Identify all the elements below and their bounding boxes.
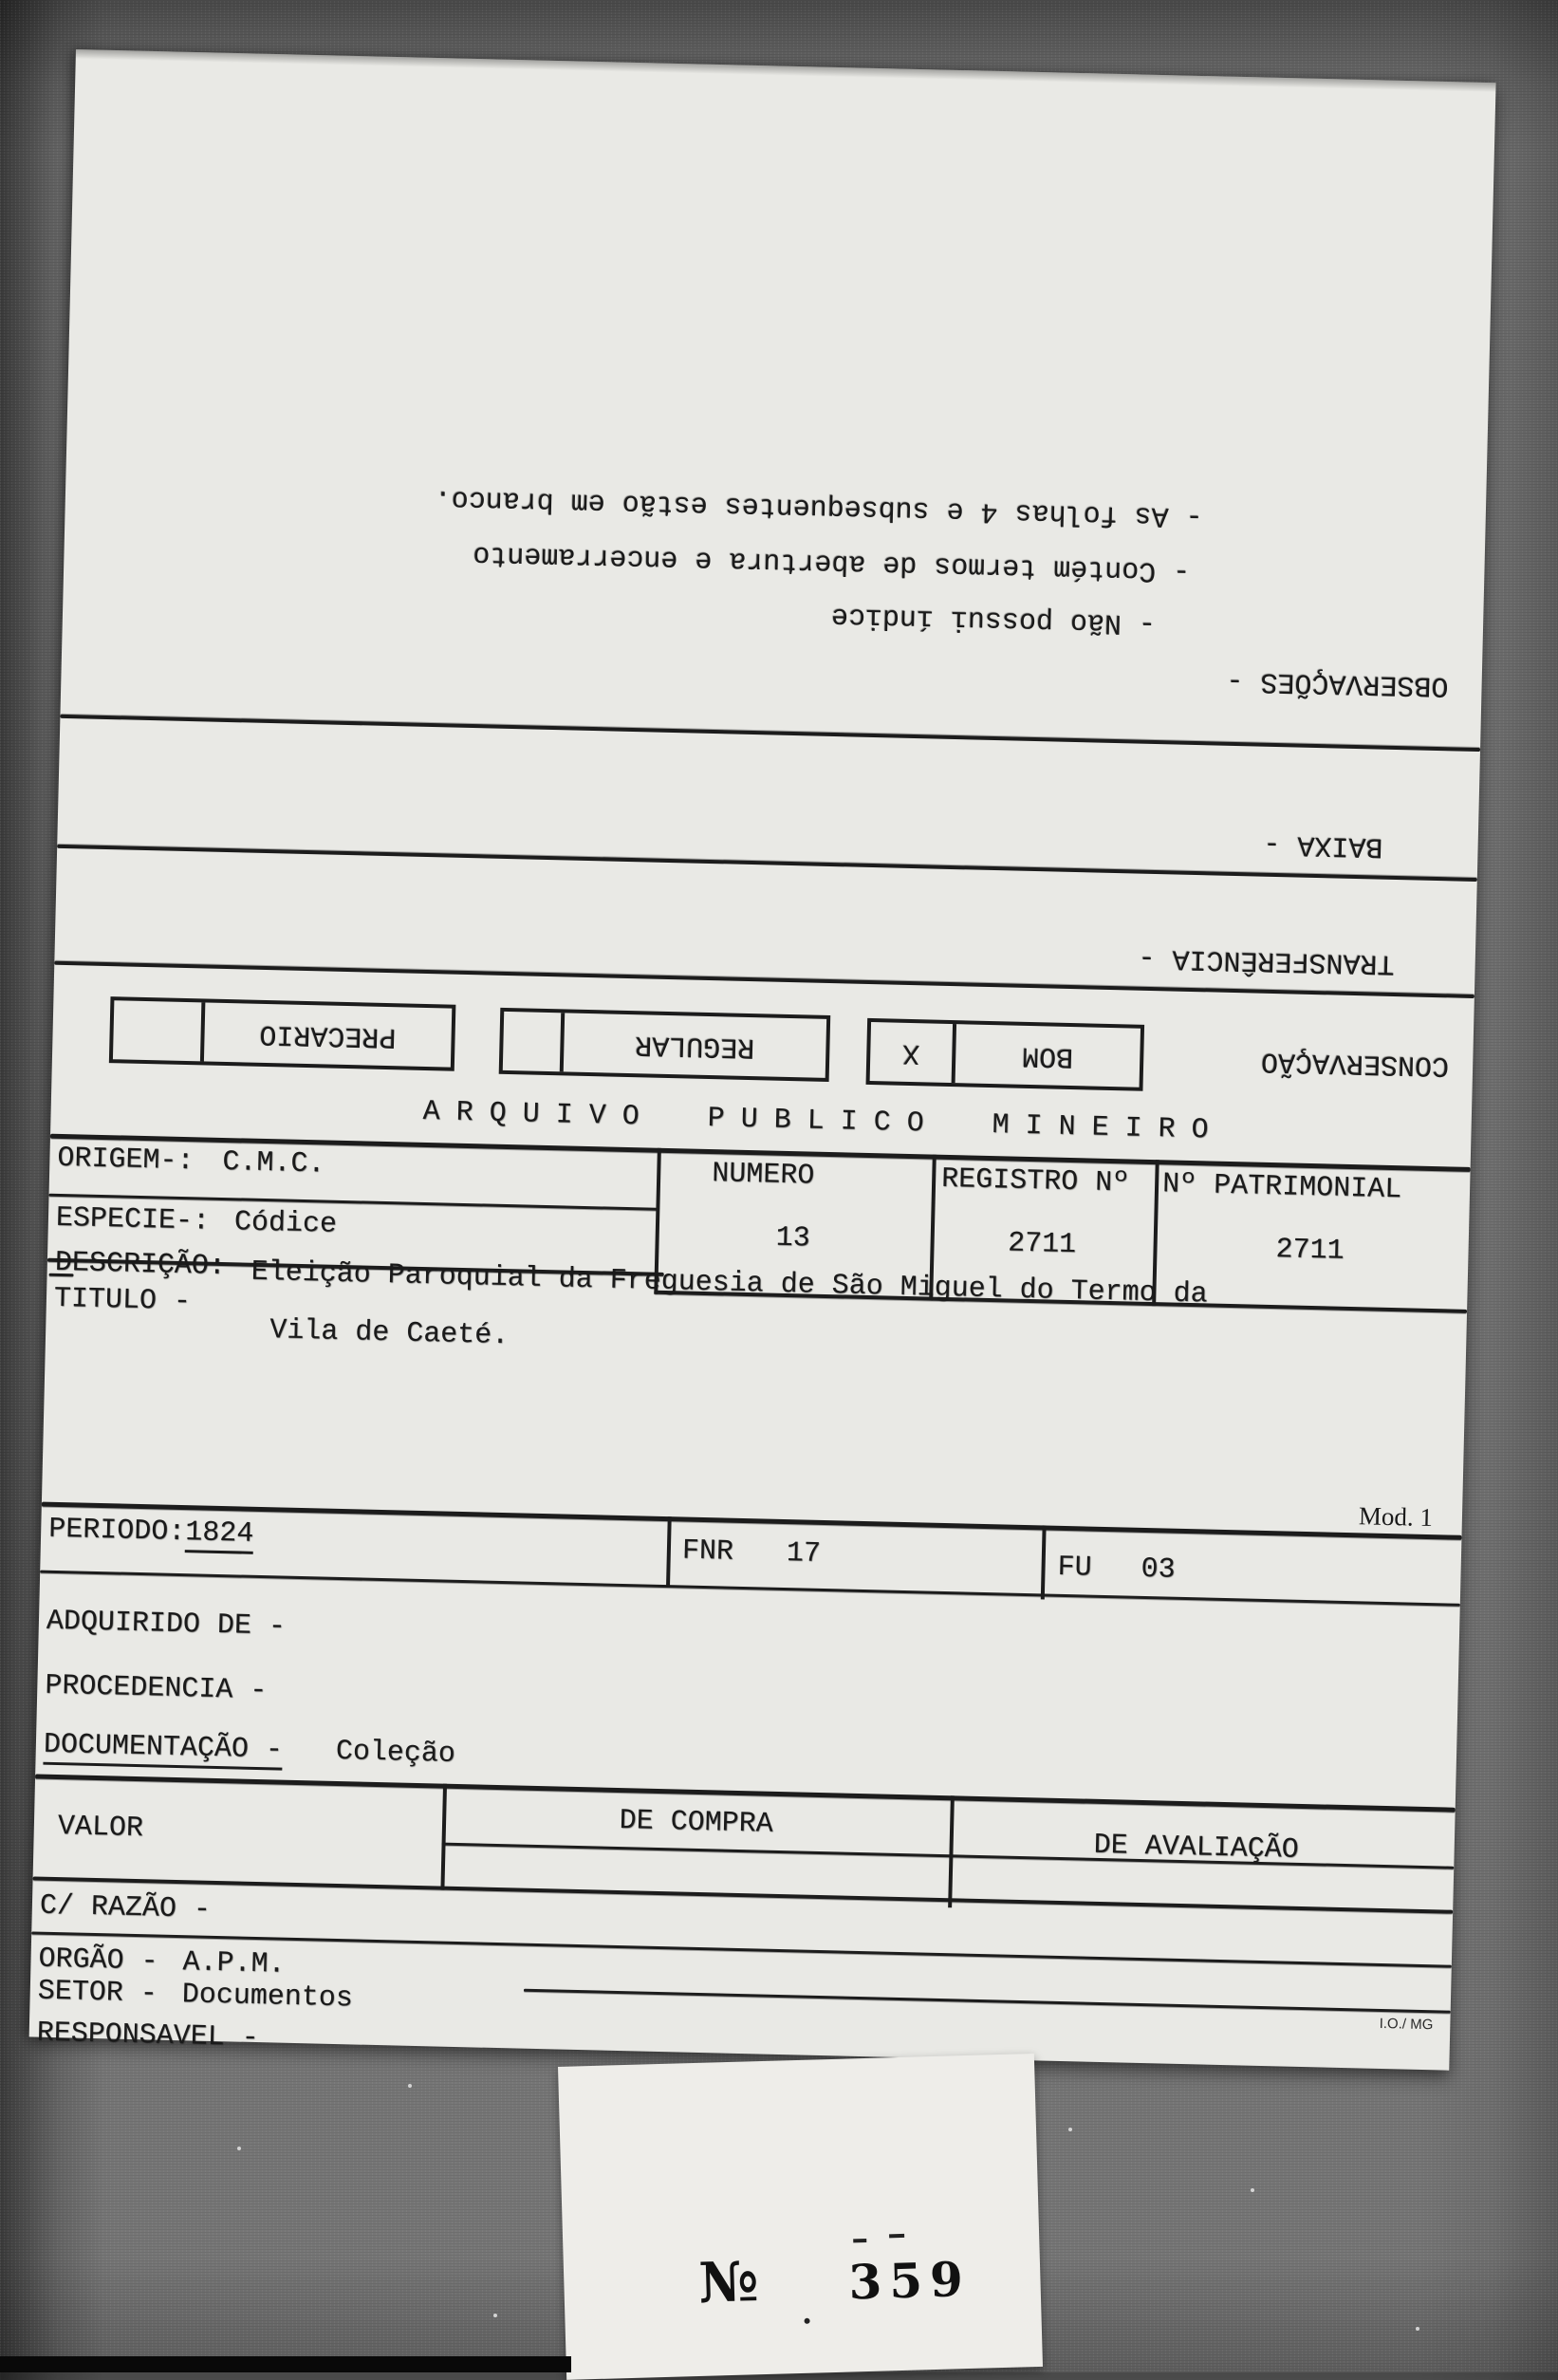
patrimonial-value: 2711 xyxy=(1275,1234,1345,1268)
fu-value: 03 xyxy=(1141,1553,1176,1587)
fnr-cell xyxy=(681,1534,821,1570)
stamp-mark xyxy=(889,2234,904,2238)
orgao-label: ORGÃO - xyxy=(38,1943,158,1979)
periodo-row xyxy=(48,1514,254,1551)
stamp-mark xyxy=(853,2239,866,2242)
setor-value: Documentos xyxy=(181,1979,354,2016)
valor-avaliacao-header: DE AVALIAÇÃO xyxy=(1093,1829,1300,1867)
observacoes-label: OBSERVAÇÕES - xyxy=(1226,663,1450,702)
documentacao-label: DOCUMENTAÇÃO - xyxy=(43,1729,283,1771)
origem-label: ORIGEM-: xyxy=(57,1142,195,1179)
rule-divider xyxy=(42,1502,1462,1540)
conservacao-option-precario xyxy=(109,996,456,1071)
orgao-value: A.P.M. xyxy=(182,1946,286,1981)
table-divider xyxy=(440,1784,447,1890)
adquirido-label: ADQUIRIDO DE - xyxy=(46,1605,287,1644)
imprint-label: I.O./ MG xyxy=(1379,2015,1434,2034)
numero-header: NUMERO xyxy=(711,1158,815,1193)
photo-edge-strip xyxy=(0,2356,571,2372)
documentacao-row xyxy=(43,1729,455,1771)
rule-divider xyxy=(33,1876,1454,1913)
mod-label: Mod. 1 xyxy=(1358,1501,1434,1533)
rule-divider xyxy=(40,1571,1460,1607)
table-divider xyxy=(666,1516,672,1587)
titulo-line1: Eleição Paroquial da Freguesia de São Miguel do Termo da xyxy=(250,1255,1208,1311)
observacao-item: - As folhas 4 e subsequentes estão em branco. xyxy=(434,482,1204,533)
dust-speck xyxy=(237,2147,241,2150)
conservacao-option-bom xyxy=(866,1018,1145,1091)
setor-row xyxy=(37,1976,353,2016)
descricao-label: DESCRIÇÃO: xyxy=(54,1246,227,1284)
titulo-label: TITULO - xyxy=(53,1282,192,1319)
flipped-verso-section xyxy=(51,49,1496,1131)
numero-sign: № xyxy=(697,2249,760,2315)
especie-label: ESPECIE-: xyxy=(55,1201,211,1238)
fnr-value: 17 xyxy=(786,1537,822,1571)
conservacao-regular-label: REGULAR xyxy=(635,1028,755,1064)
numero-value: 13 xyxy=(775,1221,811,1255)
documentacao-value: Coleção xyxy=(335,1735,456,1771)
dust-speck xyxy=(408,2084,412,2088)
dust-speck xyxy=(493,2314,497,2317)
procedencia-label: PROCEDENCIA - xyxy=(44,1669,268,1708)
periodo-label: PERIODO: xyxy=(47,1513,186,1550)
dust-speck xyxy=(1251,2188,1254,2192)
razao-label: C/ RAZÃO - xyxy=(39,1889,212,1926)
conservacao-option-regular xyxy=(499,1008,831,1082)
registro-value: 2711 xyxy=(1007,1227,1077,1262)
valor-compra-header: DE COMPRA xyxy=(619,1805,774,1841)
rule-divider xyxy=(35,1774,1456,1812)
rule-divider xyxy=(60,715,1480,752)
dust-speck xyxy=(1416,2327,1419,2331)
origem-value: C.M.C. xyxy=(222,1145,325,1181)
conservacao-precario-label: PRECARIO xyxy=(259,1016,398,1053)
archive-index-card xyxy=(29,49,1496,2071)
setor-label: SETOR - xyxy=(37,1975,158,2011)
patrimonial-header: Nº PATRIMONIAL xyxy=(1161,1168,1402,1207)
conservacao-bom-label: BOM xyxy=(1021,1038,1074,1073)
especie-value: Códice xyxy=(233,1206,338,1241)
stamp-mark xyxy=(804,2318,809,2324)
periodo-value: 1824 xyxy=(185,1516,254,1554)
especie-row xyxy=(56,1202,338,1241)
stamp-number: 359 xyxy=(847,2250,972,2311)
fnr-label: FNR xyxy=(681,1534,734,1569)
transferencia-label: TRANSFERÊNCIA - xyxy=(1138,940,1396,980)
conservacao-label: CONSERVAÇÃO xyxy=(1260,1044,1450,1082)
fu-label: FU xyxy=(1057,1551,1093,1585)
observacao-item: - Contém termos de abertura e encerramento xyxy=(473,538,1191,587)
registro-header: REGISTRO Nº xyxy=(940,1162,1130,1200)
number-stamp-card xyxy=(558,2054,1043,2380)
table-divider xyxy=(1041,1525,1047,1599)
conservacao-bom-mark: X xyxy=(901,1035,920,1069)
archive-title: ARQUIVO PUBLICO MINEIRO xyxy=(422,1095,1225,1147)
valor-label: VALOR xyxy=(57,1811,144,1846)
responsavel-label: RESPONSAVEL - xyxy=(36,2017,260,2055)
origem-row xyxy=(57,1143,325,1181)
titulo-line2: Vila de Caeté. xyxy=(269,1314,510,1353)
observacao-item: - Não possui índice xyxy=(830,599,1157,640)
dust-speck xyxy=(1068,2128,1072,2131)
fu-cell xyxy=(1057,1552,1176,1587)
baixa-label: BAIXA - xyxy=(1263,827,1383,863)
rule-divider xyxy=(524,1989,1451,2014)
